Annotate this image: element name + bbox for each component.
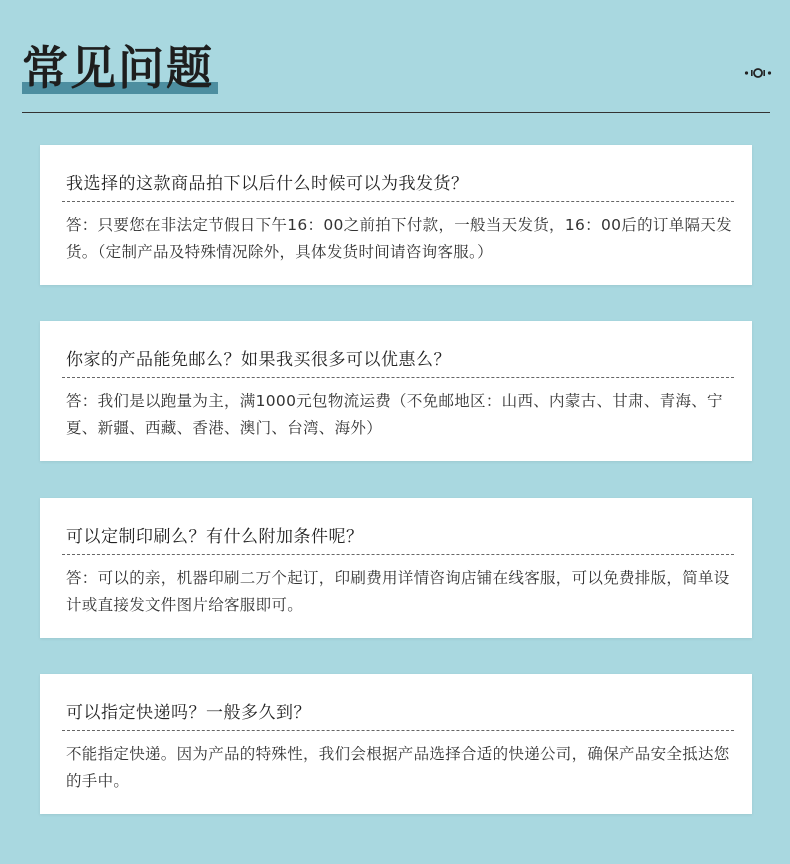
faq-answer: 答：我们是以跑量为主，满1000元包物流运费（不免邮地区：山西、内蒙古、甘肃、青海、宁夏、新疆、西藏、香港、澳门、台湾、海外） [66, 392, 723, 437]
faq-divider [62, 554, 734, 555]
page-title-block [22, 38, 218, 100]
faq-answer: 答：可以的亲，机器印刷二万个起订，印刷费用详情咨询店铺在线客服，可以免费排版，简单设计或直接发文件图片给客服即可。 [66, 569, 730, 614]
faq-card [40, 674, 752, 814]
faq-card [40, 498, 752, 638]
faq-divider [62, 730, 734, 731]
header-divider [22, 112, 770, 113]
faq-divider [62, 377, 734, 378]
faq-card [40, 145, 752, 285]
faq-answer: 不能指定快递。因为产品的特殊性，我们会根据产品选择合适的快递公司，确保产品安全抵达您的手中。 [66, 745, 730, 790]
dot-pulse-icon [744, 66, 772, 80]
faq-card [40, 321, 752, 461]
page-header [0, 0, 790, 115]
faq-question: 你家的产品能免邮么？如果我买很多可以优惠么？ [66, 350, 451, 370]
faq-answer: 答：只要您在非法定节假日下午16：00之前拍下付款，一般当天发货，16：00后的订单隔天发货。（定制产品及特殊情况除外，具体发货时间请咨询客服。） [66, 216, 732, 261]
faq-question: 我选择的这款商品拍下以后什么时候可以为我发货？ [66, 174, 469, 194]
faq-divider [62, 201, 734, 202]
faq-question: 可以指定快递吗？一般多久到？ [66, 703, 311, 723]
page-title: 常见问题 [22, 41, 214, 95]
faq-question: 可以定制印刷么？有什么附加条件呢？ [66, 527, 364, 547]
